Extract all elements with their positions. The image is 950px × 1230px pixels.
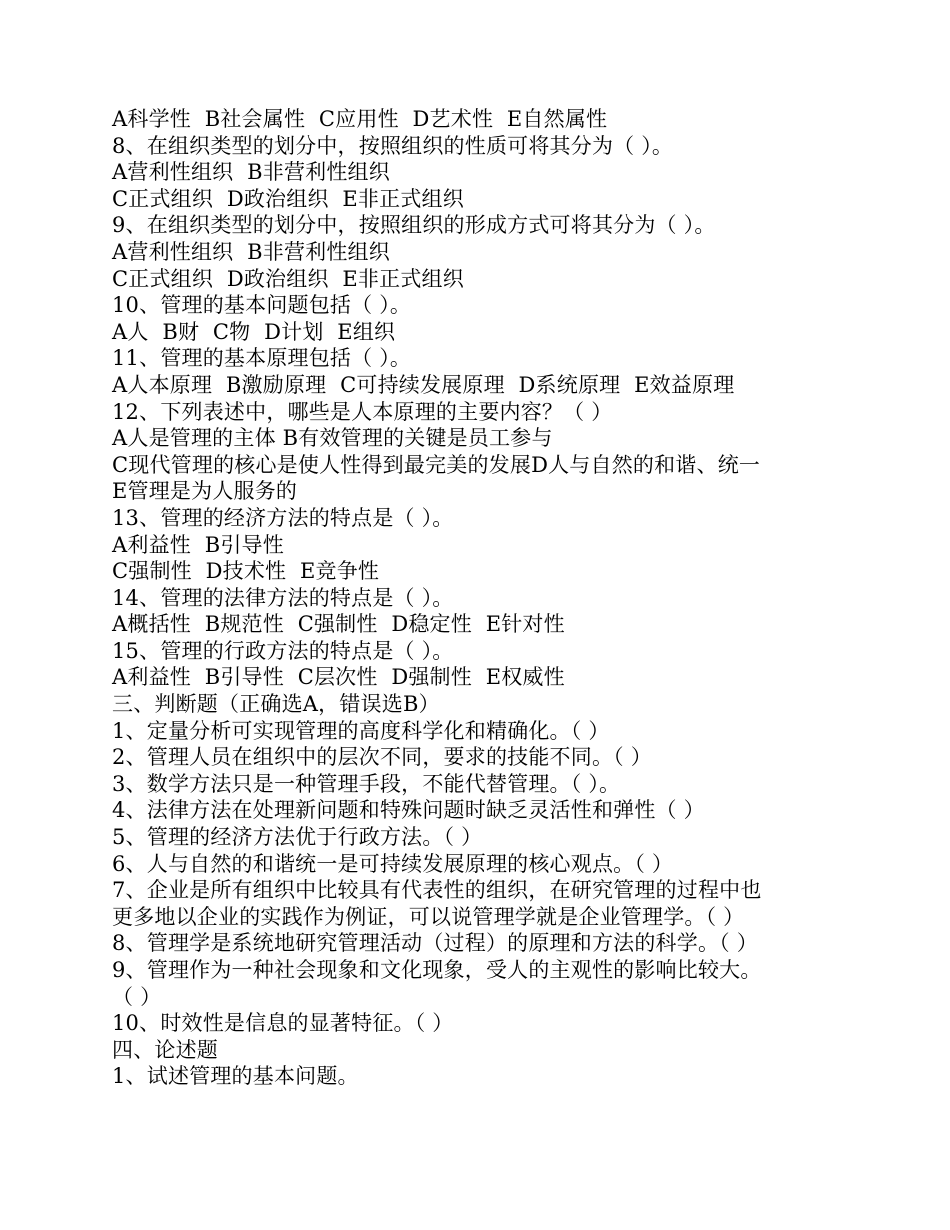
judgment-2: 2、管理人员在组织中的层次不同，要求的技能不同。（ ） xyxy=(112,745,652,770)
judgment-1: 1、定量分析可实现管理的高度科学化和精确化。（ ） xyxy=(112,718,610,743)
option-line: C正式组织 D政治组织 E非正式组织 xyxy=(112,266,464,291)
judgment-6: 6、人与自然的和谐统一是可持续发展原理的核心观点。（ ） xyxy=(112,851,674,876)
question-10: 10、管理的基本问题包括（ ）。 xyxy=(112,293,412,318)
judgment-7-continued: 更多地以企业的实践作为例证，可以说管理学就是企业管理学。（ ） xyxy=(112,904,745,929)
option-line: A营利性组织 B非营利性组织 xyxy=(112,239,390,264)
section-heading-judgment: 三、判断题（正确选A，错误选B） xyxy=(112,692,440,717)
question-11: 11、管理的基本原理包括（ ）。 xyxy=(112,346,412,371)
essay-1: 1、试述管理的基本问题。 xyxy=(112,1064,359,1089)
question-9: 9、在组织类型的划分中，按照组织的形成方式可将其分为（ ）。 xyxy=(112,213,716,238)
judgment-5: 5、管理的经济方法优于行政方法。（ ） xyxy=(112,825,483,850)
judgment-4: 4、法律方法在处理新问题和特殊问题时缺乏灵活性和弹性（ ） xyxy=(112,798,705,823)
judgment-9-continued: （ ） xyxy=(112,984,162,1009)
option-line: A人本原理 B激励原理 C可持续发展原理 D系统原理 E效益原理 xyxy=(112,372,735,397)
question-12: 12、下列表述中，哪些是人本原理的主要内容？（ ） xyxy=(112,399,613,424)
document-body xyxy=(112,106,842,1090)
question-15: 15、管理的行政方法的特点是（ ）。 xyxy=(112,638,454,663)
option-line: A利益性 B引导性 C层次性 D强制性 E权威性 xyxy=(112,665,565,690)
judgment-3: 3、数学方法只是一种管理手段，不能代替管理。（ ）。 xyxy=(112,771,621,796)
option-line: A人是管理的主体 B有效管理的关键是员工参与 xyxy=(112,426,553,451)
question-14: 14、管理的法律方法的特点是（ ）。 xyxy=(112,585,454,610)
judgment-7: 7、企业是所有组织中比较具有代表性的组织，在研究管理的过程中也 xyxy=(112,878,762,903)
judgment-10: 10、时效性是信息的显著特征。（ ） xyxy=(112,1011,454,1036)
option-line: A营利性组织 B非营利性组织 xyxy=(112,160,390,185)
option-line: C现代管理的核心是使人性得到最完美的发展D人与自然的和谐、统一 xyxy=(112,452,761,477)
question-13: 13、管理的经济方法的特点是（ ）。 xyxy=(112,505,454,530)
option-line: E管理是为人服务的 xyxy=(112,479,298,504)
option-line: A人 B财 C物 D计划 E组织 xyxy=(112,319,396,344)
question-8: 8、在组织类型的划分中，按照组织的性质可将其分为（ ）。 xyxy=(112,133,674,158)
option-line: A概括性 B规范性 C强制性 D稳定性 E针对性 xyxy=(112,612,565,637)
judgment-9: 9、管理作为一种社会现象和文化现象，受人的主观性的影响比较大。 xyxy=(112,958,762,982)
text-line: A科学性 B社会属性 C应用性 D艺术性 E自然属性 xyxy=(112,107,608,131)
judgment-8: 8、管理学是系统地研究管理活动（过程）的原理和方法的科学。（ ） xyxy=(112,931,758,956)
option-line: C正式组织 D政治组织 E非正式组织 xyxy=(112,186,464,211)
option-line: C强制性 D技术性 E竞争性 xyxy=(112,559,380,584)
section-heading-essay: 四、论述题 xyxy=(112,1037,218,1062)
option-line: A利益性 B引导性 xyxy=(112,532,284,557)
